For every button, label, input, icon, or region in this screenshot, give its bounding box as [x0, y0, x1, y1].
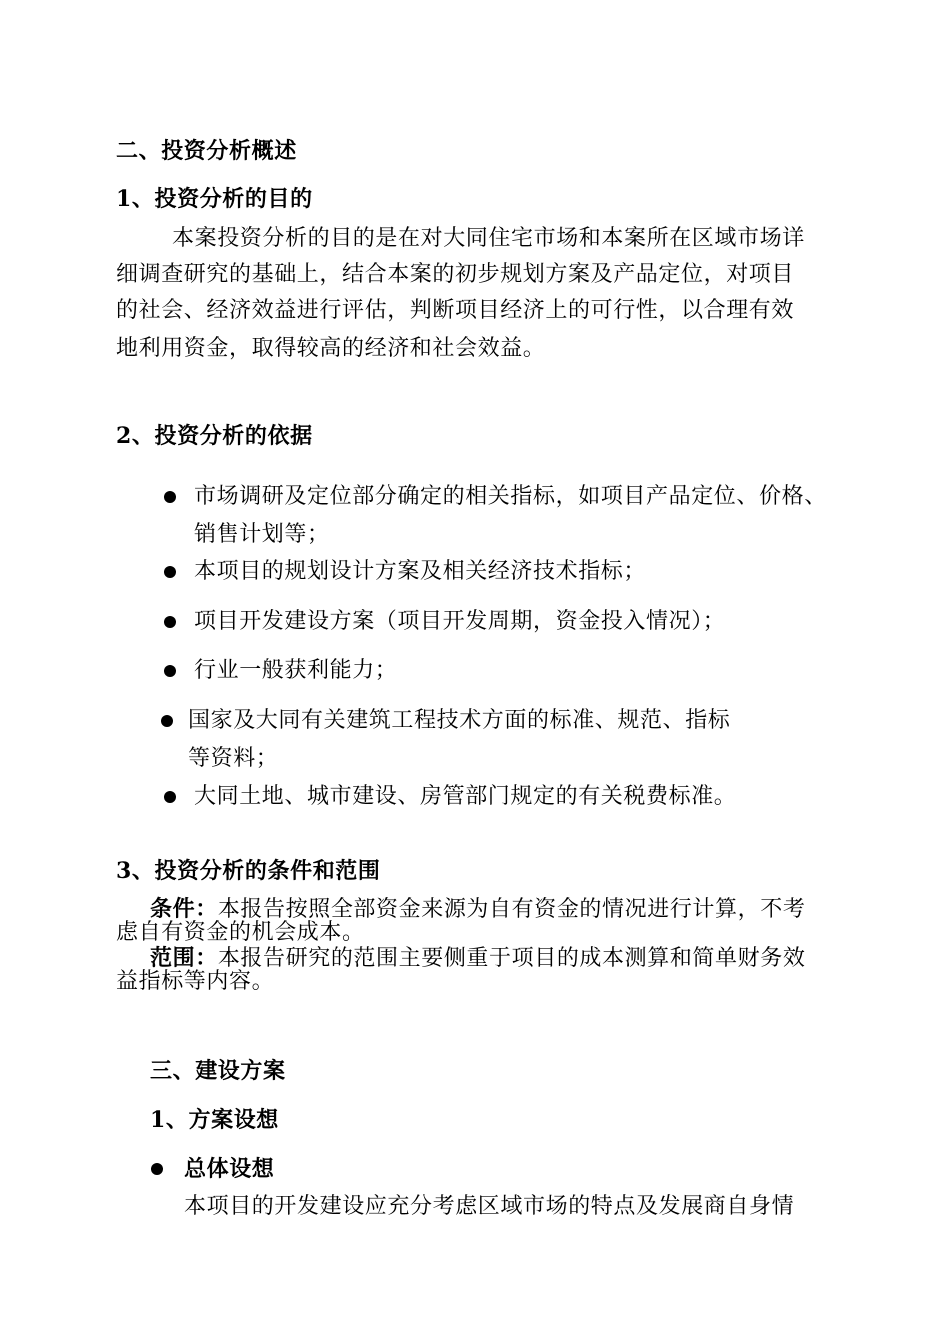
bullet-icon [161, 715, 173, 727]
paragraph-line: 本案投资分析的目的是在对大同住宅市场和本案所在区域市场详 [172, 226, 805, 251]
list-item: 行业一般获利能力； [194, 658, 398, 683]
condition-text: 本报告按照全部资金来源为自有资金的情况进行计算，不考 [217, 897, 806, 922]
list-item: 大同土地、城市建设、房管部门规定的有关税费标准。 [194, 784, 737, 809]
subsection-heading-purpose: 1、投资分析的目的 [116, 186, 313, 212]
paragraph-line: 地利用资金，取得较高的经济和社会效益。 [116, 336, 546, 361]
bullet-heading-overall-concept: 总体设想 [184, 1156, 275, 1182]
subsection-heading-plan-concept: 1、方案设想 [150, 1107, 279, 1133]
list-item-continuation: 销售计划等； [194, 522, 330, 547]
list-item: 项目开发建设方案（项目开发周期，资金投入情况）； [194, 609, 726, 634]
subsection-heading-basis: 2、投资分析的依据 [116, 423, 313, 449]
paragraph-line: 细调查研究的基础上，结合本案的初步规划方案及产品定位，对项目 [116, 262, 795, 287]
list-item: 国家及大同有关建筑工程技术方面的标准、规范、指标 [188, 708, 731, 733]
section-heading-construction-plan: 三、建设方案 [150, 1058, 286, 1084]
scope-label: 范围： [150, 945, 218, 971]
paragraph-line: 的社会、经济效益进行评估，判断项目经济上的可行性，以合理有效 [116, 298, 795, 323]
scope-text: 本报告研究的范围主要侧重于项目的成本测算和简单财务效 [217, 946, 806, 971]
paragraph-line: 本项目的开发建设应充分考虑区域市场的特点及发展商自身情 [184, 1194, 795, 1219]
scope-paragraph-line: 益指标等内容。 [116, 969, 275, 994]
section-heading-investment-overview: 二、投资分析概述 [116, 138, 297, 164]
condition-paragraph-line: 虑自有资金的机会成本。 [116, 920, 365, 945]
list-item-continuation: 等资料； [188, 746, 279, 771]
bullet-icon [164, 566, 176, 578]
list-item: 市场调研及定位部分确定的相关指标，如项目产品定位、价格、 [194, 484, 827, 509]
condition-label: 条件： [150, 896, 218, 922]
bullet-icon [151, 1163, 163, 1175]
bullet-icon [164, 616, 176, 628]
bullet-icon [164, 791, 176, 803]
subsection-heading-conditions-scope: 3、投资分析的条件和范围 [116, 858, 381, 884]
bullet-icon [164, 665, 176, 677]
list-item: 本项目的规划设计方案及相关经济技术指标； [194, 559, 647, 584]
bullet-icon [164, 491, 176, 503]
